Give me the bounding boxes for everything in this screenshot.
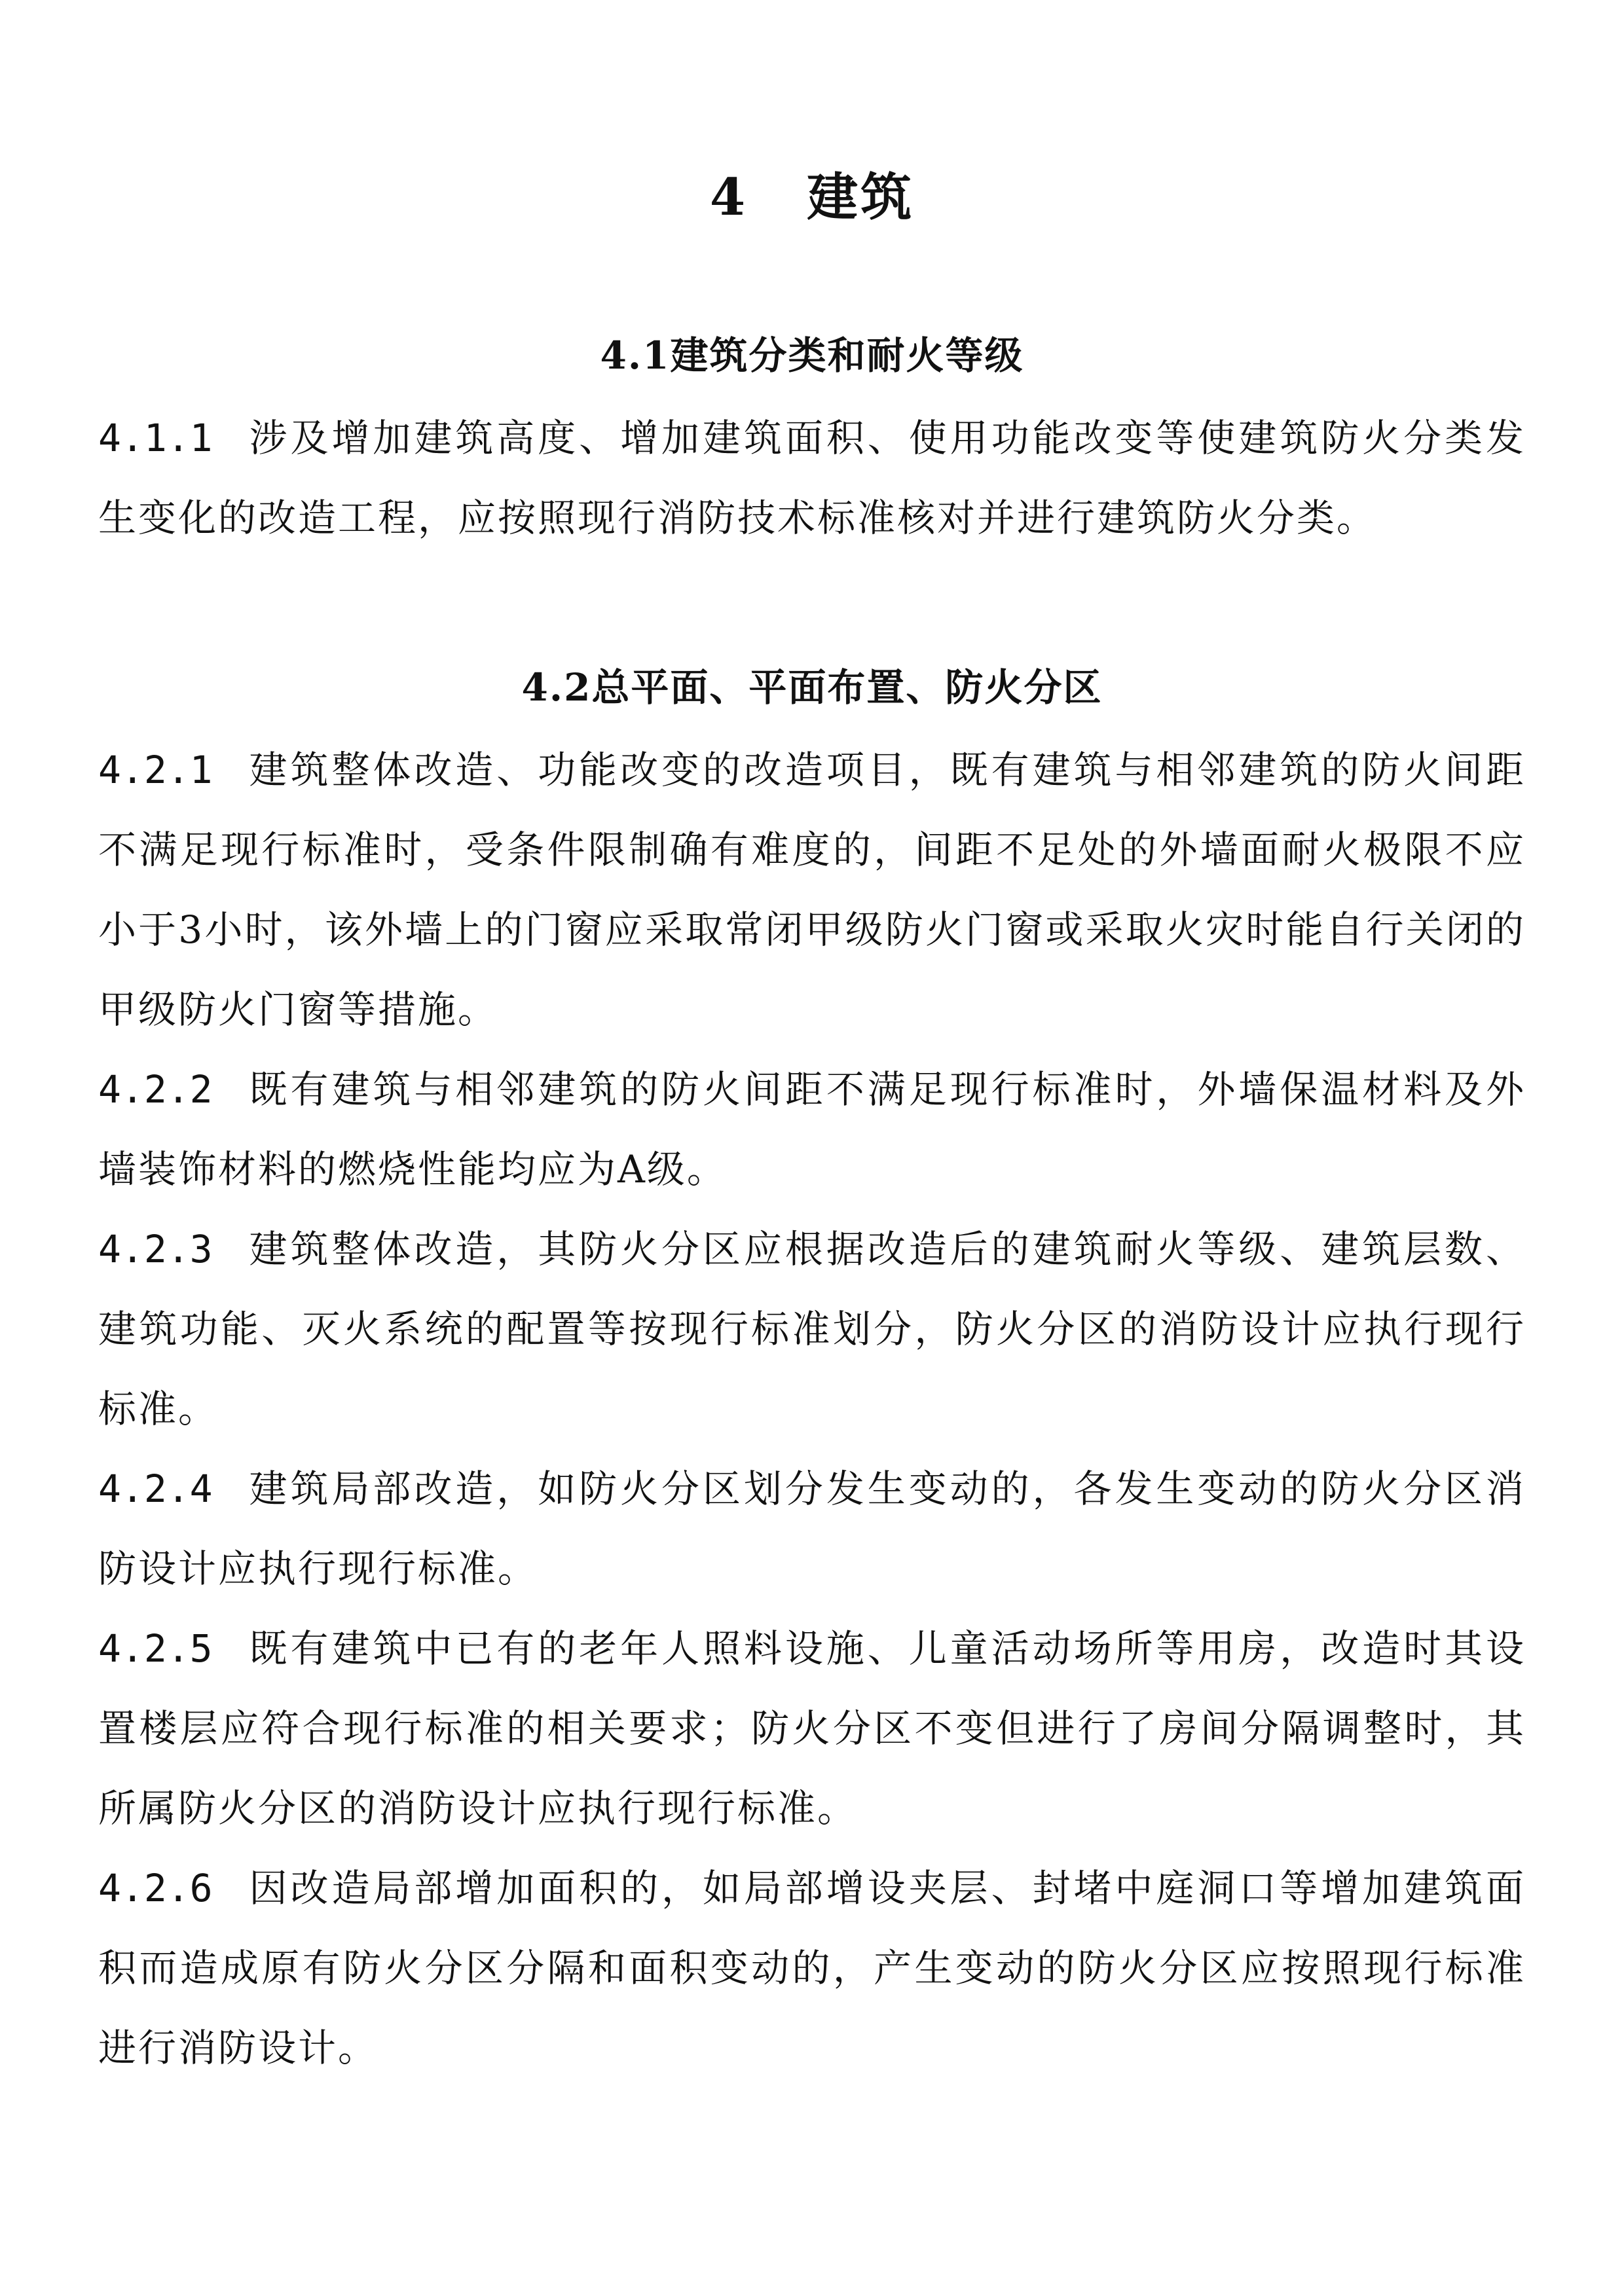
clause-4-2-2	[98, 1049, 1526, 1209]
clause-4-2-6	[98, 1848, 1526, 2088]
clause-number: 4.2.2	[98, 1067, 213, 1112]
clause-number: 4.2.6	[98, 1866, 213, 1910]
clause-number: 4.2.4	[98, 1467, 213, 1511]
clause-4-1-1	[98, 398, 1526, 558]
clause-4-2-1	[98, 730, 1526, 1049]
chapter-name: 建筑	[807, 168, 915, 228]
section-4-1	[98, 313, 1526, 558]
clause-number: 4.2.5	[98, 1626, 213, 1671]
clause-number: 4.2.3	[98, 1227, 213, 1271]
clause-text: 既有建筑中已有的老年人照料设施、儿童活动场所等用房，改造时其设置楼层应符合现行标准的相关要求；防火分区不变但进行了房间分隔调整时，其所属防火分区的消防设计应执行现行标准。	[98, 1626, 1526, 1831]
clause-4-2-4	[98, 1449, 1526, 1609]
section-heading: 4.1建筑分类和耐火等级	[600, 333, 1024, 378]
clause-text: 建筑局部改造，如防火分区划分发生变动的，各发生变动的防火分区消防设计应执行现行标准。	[98, 1467, 1526, 1591]
section-heading: 4.2总平面、平面布置、防火分区	[521, 665, 1103, 710]
clause-4-2-3	[98, 1209, 1526, 1449]
clause-4-2-5	[98, 1609, 1526, 1848]
clause-number: 4.1.1	[98, 416, 213, 460]
clause-text: 涉及增加建筑高度、增加建筑面积、使用功能改变等使建筑防火分类发生变化的改造工程，应按照现行消防技术标准核对并进行建筑防火分类。	[98, 416, 1526, 540]
clause-text: 既有建筑与相邻建筑的防火间距不满足现行标准时，外墙保温材料及外墙装饰材料的燃烧性能均应为A级。	[98, 1067, 1526, 1192]
clause-number: 4.2.1	[98, 748, 213, 792]
clause-text: 建筑整体改造，其防火分区应根据改造后的建筑耐火等级、建筑层数、建筑功能、灭火系统的配置等按现行标准划分，防火分区的消防设计应执行现行标准。	[98, 1227, 1526, 1431]
chapter-number: 4	[709, 168, 748, 228]
clause-text: 建筑整体改造、功能改变的改造项目，既有建筑与相邻建筑的防火间距不满足现行标准时，受条件限制确有难度的，间距不足处的外墙面耐火极限不应小于3小时，该外墙上的门窗应采取常闭甲级防火门窗或采取火灾时能自行关闭的甲级防火门窗等措施。	[98, 748, 1526, 1032]
clause-text: 因改造局部增加面积的，如局部增设夹层、封堵中庭洞口等增加建筑面积而造成原有防火分区分隔和面积变动的，产生变动的防火分区应按照现行标准进行消防设计。	[98, 1866, 1526, 2070]
chapter-title	[0, 152, 1624, 244]
section-4-2	[98, 645, 1526, 2088]
